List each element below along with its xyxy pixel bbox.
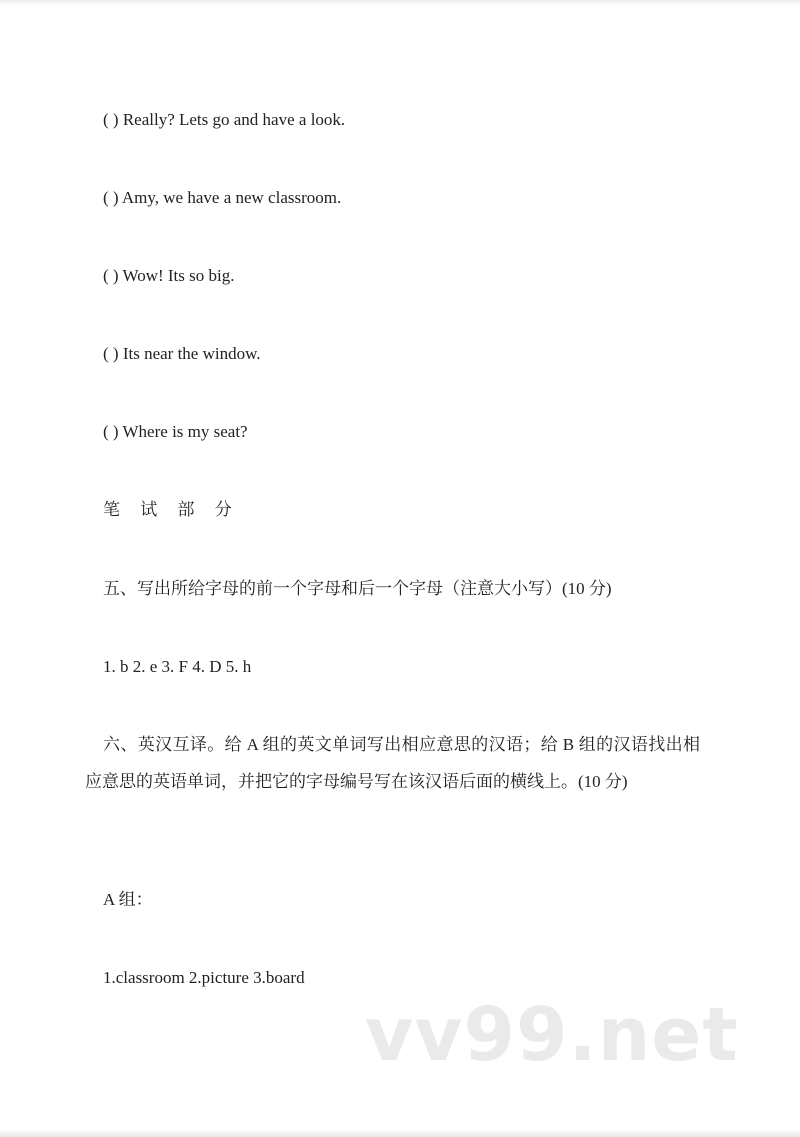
dialogue-line-4: ( ) Its near the window. — [103, 344, 261, 363]
dialogue-line-5: ( ) Where is my seat? — [103, 422, 248, 441]
section5-items: 1. b 2. e 3. F 4. D 5. h — [103, 657, 252, 676]
group-a-label: A 组： — [103, 890, 153, 909]
page-top-edge — [0, 0, 800, 6]
dialogue-line-3: ( ) Wow! Its so big. — [103, 266, 235, 285]
dialogue-line-2: ( ) Amy, we have a new classroom. — [103, 188, 342, 207]
written-section-title: 笔 试 部 分 — [103, 500, 240, 519]
dialogue-line-1: ( ) Really? Lets go and have a look. — [103, 110, 346, 129]
section5-title: 五、写出所给字母的前一个字母和后一个字母（注意大小写）(10 分) — [103, 579, 612, 598]
group-a-items: 1.classroom 2.picture 3.board — [103, 968, 305, 987]
watermark: vv99.net — [365, 992, 739, 1078]
section6-instruction: 六、英汉互译。给 A 组的英文单词写出相应意思的汉语；给 B 组的汉语找出相应意思的英语单词，并把它的字母编号写在该汉语后面的横线上。(10 分) — [85, 735, 700, 791]
page-bottom-edge — [0, 1129, 800, 1137]
